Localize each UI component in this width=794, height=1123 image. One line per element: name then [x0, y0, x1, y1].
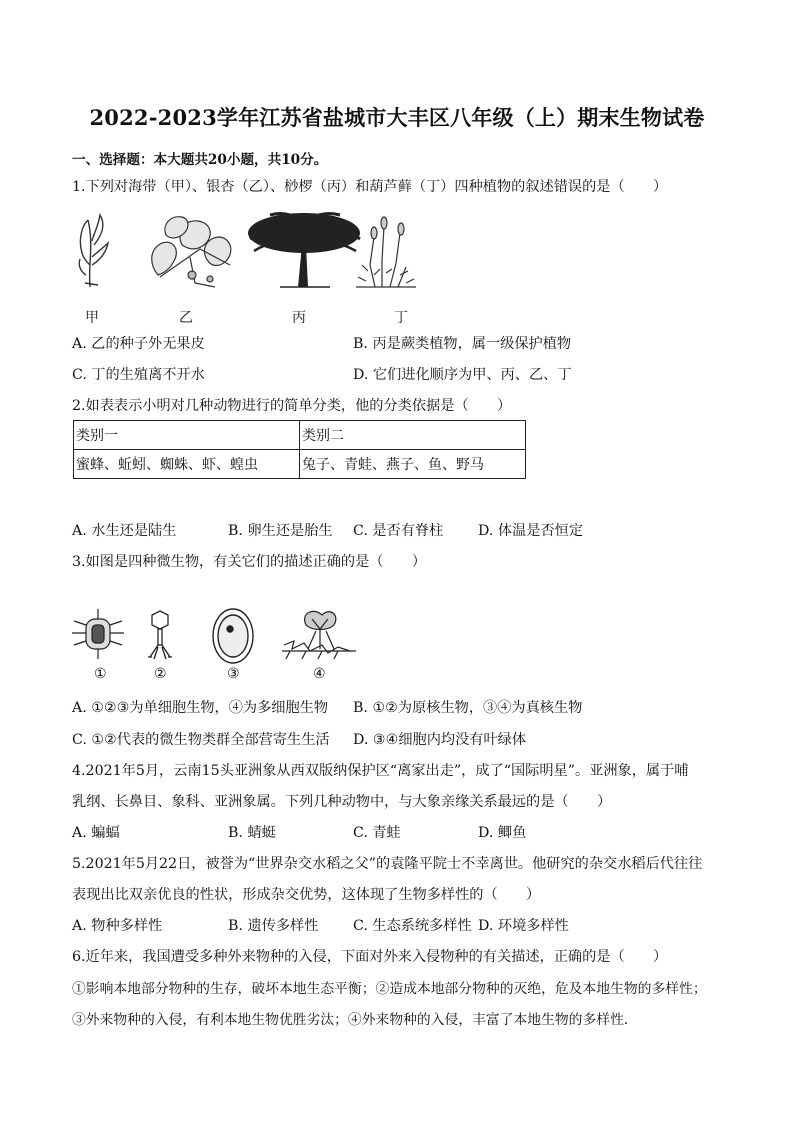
q4-stem-line1: 4.2021年5月，云南15头亚洲象从西双版纳保护区“离家出走”，成了“国际明星”。亚洲象，属于哺 — [72, 763, 689, 779]
ginkgo-illustration — [152, 217, 231, 287]
microbe-illustrations — [70, 605, 360, 665]
caption-yi: 乙 — [179, 310, 193, 326]
q3-option-c[interactable]: C. ①②代表的微生物类群全部营寄生生活 — [72, 732, 330, 748]
table-cell: 蜜蜂、蚯蚓、蜘蛛、虾、蝗虫 — [74, 450, 300, 479]
yeast-cell-illustration — [213, 609, 253, 663]
microbe-label-4: ④ — [313, 666, 326, 682]
q2-option-b[interactable]: B. 卵生还是胎生 — [228, 523, 333, 539]
table-cell: 兔子、青蛙、燕子、鱼、野马 — [300, 450, 526, 479]
caption-bing: 丙 — [292, 310, 306, 326]
table-header-row — [74, 421, 526, 450]
q5-option-c[interactable]: C. 生态系统多样性 — [353, 918, 472, 934]
table-header-cell: 类别一 — [74, 421, 300, 450]
q2-stem: 2.如表表示小明对几种动物进行的简单分类，他的分类依据是（ ） — [72, 398, 512, 414]
virus-illustration — [148, 611, 172, 659]
q3-option-a[interactable]: A. ①②③为单细胞生物，④为多细胞生物 — [72, 700, 329, 716]
q3-option-b[interactable]: B. ①②为原核生物，③④为真核生物 — [353, 700, 583, 716]
q6-stem: 6.近年来，我国遭受多种外来物种的入侵，下面对外来入侵物种的有关描述，正确的是（ ） — [72, 949, 668, 965]
q5-option-d[interactable]: D. 环境多样性 — [478, 918, 569, 934]
q6-statement-line2: ③外来物种的入侵，有利本地生物优胜劣汰；④外来物种的入侵，丰富了本地生物的多样性． — [72, 1012, 638, 1028]
q2-option-d[interactable]: D. 体温是否恒定 — [478, 523, 584, 539]
q5-stem-line2: 表现出比双亲优良的性状，形成杂交优势，这体现了生物多样性的（ ） — [72, 887, 541, 903]
moss-illustration — [356, 217, 416, 287]
q1-option-c[interactable]: C. 丁的生殖离不开水 — [72, 367, 205, 383]
microbe-label-1: ① — [94, 666, 107, 682]
section-heading: 一、选择题：本大题共20小题，共10分。 — [72, 152, 328, 168]
q1-option-a[interactable]: A. 乙的种子外无果皮 — [72, 336, 205, 352]
table-row — [74, 450, 526, 479]
q4-option-d[interactable]: D. 鲫鱼 — [478, 825, 527, 841]
table-header-cell: 类别二 — [300, 421, 526, 450]
mold-illustration — [282, 611, 356, 659]
q5-stem-line1: 5.2021年5月22日，被誉为“世界杂交水稻之父”的袁隆平院士不幸离世。他研究的杂交水稻后代往往 — [72, 856, 703, 872]
q5-option-b[interactable]: B. 遗传多样性 — [228, 918, 319, 934]
q5-option-a[interactable]: A. 物种多样性 — [72, 918, 163, 934]
classification-table — [73, 420, 526, 479]
caption-jia: 甲 — [85, 310, 99, 326]
q4-option-c[interactable]: C. 青蛙 — [353, 825, 401, 841]
q1-option-b[interactable]: B. 丙是蕨类植物，属一级保护植物 — [353, 336, 572, 352]
page-title: 2022-2023学年江苏省盐城市大丰区八年级（上）期末生物试卷 — [89, 105, 705, 130]
caption-ding: 丁 — [394, 310, 408, 326]
q2-option-c[interactable]: C. 是否有脊柱 — [353, 523, 444, 539]
microbe-label-2: ② — [154, 666, 167, 682]
q4-option-a[interactable]: A. 蝙蝠 — [72, 825, 120, 841]
plant-illustrations — [70, 205, 450, 290]
kelp-illustration — [79, 215, 108, 287]
bacterium-illustration — [72, 609, 124, 659]
q2-option-a[interactable]: A. 水生还是陆生 — [72, 523, 177, 539]
q6-statement-line1: ①影响本地部分物种的生存，破坏本地生态平衡；②造成本地部分物种的灭绝，危及本地生物的多样性； — [72, 981, 707, 997]
q1-option-d[interactable]: D. 它们进化顺序为甲、丙、乙、丁 — [353, 367, 572, 383]
q4-stem-line2: 乳纲、长鼻目、象科、亚洲象属。下列几种动物中，与大象亲缘关系最远的是（ ） — [72, 794, 612, 810]
q3-option-d[interactable]: D. ③④细胞内均没有叶绿体 — [353, 732, 527, 748]
q4-option-b[interactable]: B. 蜻蜓 — [228, 825, 276, 841]
microbe-label-3: ③ — [227, 666, 240, 682]
tree-fern-illustration — [248, 213, 360, 287]
q3-stem: 3.如图是四种微生物，有关它们的描述正确的是（ ） — [72, 554, 427, 570]
q1-stem: 1.下列对海带（甲）、银杏（乙）、桫椤（丙）和葫芦藓（丁）四种植物的叙述错误的是（ ） — [72, 179, 668, 195]
